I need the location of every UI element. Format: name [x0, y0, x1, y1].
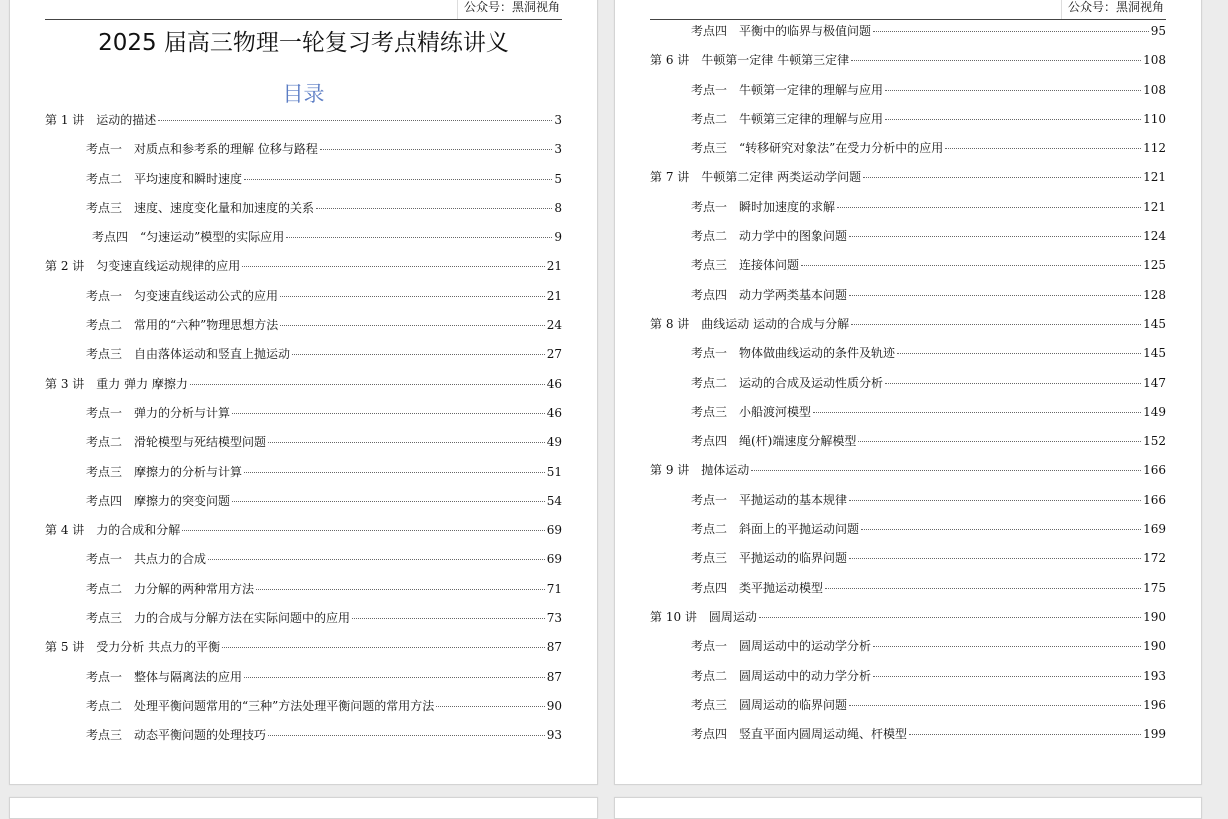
- header-rule: [45, 19, 562, 20]
- toc-dot-leader: [436, 706, 544, 707]
- toc-entry-label: 考点一 平抛运动的基本规律: [691, 492, 848, 507]
- toc-chapter-entry[interactable]: [650, 316, 1166, 345]
- toc-page-number: 71: [546, 581, 562, 596]
- toc-page-number: 125: [1143, 258, 1166, 273]
- toc-dot-leader: [280, 325, 544, 326]
- toc-page-number: 87: [546, 669, 562, 684]
- toc-section-entry[interactable]: [45, 141, 562, 170]
- toc-entry-label: 第 8 讲 曲线运动 运动的合成与分解: [650, 316, 850, 331]
- toc-section-entry[interactable]: [650, 580, 1166, 609]
- toc-entry-label: 考点四 类平抛运动模型: [691, 580, 824, 595]
- toc-heading: 目录: [282, 82, 325, 106]
- toc-dot-leader: [851, 324, 1141, 325]
- toc-chapter-entry[interactable]: [650, 169, 1166, 198]
- toc-page-number: 54: [546, 493, 562, 508]
- toc-entry-label: 考点三 力的合成与分解方法在实际问题中的应用: [86, 611, 351, 626]
- toc-dot-leader: [801, 265, 1141, 266]
- toc-entry-label: 考点二 力分解的两种常用方法: [86, 581, 255, 596]
- toc-section-entry[interactable]: [650, 726, 1166, 755]
- toc-section-entry[interactable]: [45, 669, 562, 698]
- header-rule: [650, 19, 1166, 20]
- toc-dot-leader: [863, 177, 1141, 178]
- toc-dot-leader: [222, 647, 545, 648]
- toc-dot-leader: [286, 237, 552, 238]
- toc-section-entry[interactable]: [650, 404, 1166, 433]
- toc-entry-label: 第 7 讲 牛顿第二定律 两类运动学问题: [650, 170, 862, 185]
- toc-chapter-entry[interactable]: [45, 258, 562, 287]
- toc-section-entry[interactable]: [650, 550, 1166, 579]
- toc-page-number: 73: [546, 611, 562, 626]
- toc-section-entry[interactable]: [45, 288, 562, 317]
- toc-entry-label: 考点一 弹力的分析与计算: [86, 405, 231, 420]
- toc-entry-label: 第 3 讲 重力 弹力 摩擦力: [45, 376, 188, 391]
- toc-dot-leader: [352, 618, 545, 619]
- toc-page-number: 199: [1143, 727, 1166, 742]
- document-title: 2025 届高三物理一轮复习考点精练讲义: [98, 30, 509, 56]
- toc-dot-leader: [873, 31, 1149, 32]
- toc-page-number: 128: [1143, 287, 1166, 302]
- toc-entry-label: 考点二 平均速度和瞬时速度: [86, 171, 243, 186]
- toc-entry-label: 考点三 摩擦力的分析与计算: [86, 464, 243, 479]
- toc-entry-label: 考点一 瞬时加速度的求解: [691, 199, 836, 214]
- toc-dot-leader: [182, 530, 544, 531]
- toc-page-number: 90: [546, 698, 562, 713]
- toc-section-entry[interactable]: [650, 345, 1166, 374]
- document-page-next-right: [614, 797, 1202, 819]
- toc-page-number: 95: [1150, 24, 1166, 38]
- toc-page-number: 49: [546, 435, 562, 450]
- toc-page-number: 9: [554, 230, 562, 245]
- toc-dot-leader: [885, 119, 1141, 120]
- toc-entry-label: 考点一 整体与隔离法的应用: [86, 669, 243, 684]
- toc-page-number: 3: [554, 142, 562, 157]
- toc-section-entry[interactable]: [45, 610, 562, 639]
- toc-dot-leader: [244, 677, 545, 678]
- toc-page-number: 46: [546, 405, 562, 420]
- toc-dot-leader: [849, 236, 1141, 237]
- toc-section-entry[interactable]: [45, 346, 562, 375]
- toc-page-number: 108: [1143, 82, 1166, 97]
- toc-entry-label: 考点三 动态平衡问题的处理技巧: [86, 728, 267, 743]
- toc-dot-leader: [292, 354, 545, 355]
- toc-section-entry[interactable]: [45, 229, 562, 258]
- toc-page-number: 166: [1143, 463, 1166, 478]
- toc-section-entry[interactable]: [650, 111, 1166, 140]
- toc-entry-label: 第 9 讲 抛体运动: [650, 463, 750, 478]
- toc-entry-label: 考点三 小船渡河模型: [691, 404, 812, 419]
- page-header: 公众号：黑洞视角: [457, 0, 562, 19]
- toc-section-entry[interactable]: [45, 551, 562, 580]
- toc-page-number: 145: [1143, 346, 1166, 361]
- toc-dot-leader: [873, 676, 1141, 677]
- toc-entry-label: 考点二 动力学中的图象问题: [691, 229, 848, 244]
- toc-section-entry[interactable]: [45, 493, 562, 522]
- toc-dot-leader: [885, 90, 1141, 91]
- toc-page-number: 108: [1143, 53, 1166, 68]
- toc-page-number: 172: [1143, 551, 1166, 566]
- toc-dot-leader: [759, 617, 1141, 618]
- toc-entry-label: 第 5 讲 受力分析 共点力的平衡: [45, 640, 221, 655]
- toc-dot-leader: [232, 413, 545, 414]
- toc-list-left: [45, 112, 562, 757]
- toc-chapter-entry[interactable]: [650, 52, 1166, 81]
- toc-section-entry[interactable]: [650, 668, 1166, 697]
- toc-entry-label: 考点二 牛顿第三定律的理解与应用: [691, 111, 884, 126]
- toc-dot-leader: [813, 412, 1141, 413]
- toc-entry-label: 第 4 讲 力的合成和分解: [45, 523, 181, 538]
- toc-entry-label: 考点三 自由落体运动和竖直上抛运动: [86, 347, 291, 362]
- toc-dot-leader: [909, 734, 1141, 735]
- toc-entry-label: 第 1 讲 运动的描述: [45, 113, 157, 127]
- toc-page-number: 112: [1143, 141, 1166, 156]
- toc-page-number: 121: [1143, 199, 1166, 214]
- toc-dot-leader: [316, 208, 552, 209]
- toc-section-entry[interactable]: [45, 171, 562, 200]
- toc-page-number: 51: [546, 464, 562, 479]
- toc-chapter-entry[interactable]: [45, 376, 562, 405]
- toc-entry-label: 考点四 动力学两类基本问题: [691, 287, 848, 302]
- toc-dot-leader: [208, 559, 545, 560]
- toc-page-number: 190: [1143, 639, 1166, 654]
- toc-dot-leader: [320, 149, 553, 150]
- toc-page-number: 69: [546, 552, 562, 567]
- toc-page-number: 166: [1143, 492, 1166, 507]
- toc-page-number: 145: [1143, 316, 1166, 331]
- toc-section-entry[interactable]: [650, 257, 1166, 286]
- toc-page-number: 149: [1143, 404, 1166, 419]
- toc-entry-label: 考点一 圆周运动中的运动学分析: [691, 639, 872, 654]
- toc-section-entry[interactable]: [650, 375, 1166, 404]
- toc-entry-label: 考点二 常用的“六种”物理思想方法: [86, 318, 279, 333]
- toc-entry-label: 考点一 牛顿第一定律的理解与应用: [691, 82, 884, 97]
- toc-section-entry[interactable]: [45, 464, 562, 493]
- page-header: 公众号：黑洞视角: [1061, 0, 1166, 19]
- toc-dot-leader: [849, 558, 1141, 559]
- toc-page-number: 169: [1143, 522, 1166, 537]
- toc-dot-leader: [837, 207, 1141, 208]
- toc-entry-label: 考点三 圆周运动的临界问题: [691, 697, 848, 712]
- toc-dot-leader: [825, 588, 1141, 589]
- toc-dot-leader: [158, 120, 552, 121]
- toc-page-number: 8: [554, 200, 562, 215]
- toc-chapter-entry[interactable]: [45, 522, 562, 551]
- toc-entry-label: 第 6 讲 牛顿第一定律 牛顿第三定律: [650, 53, 850, 68]
- toc-entry-label: 考点一 匀变速直线运动公式的应用: [86, 288, 279, 303]
- toc-section-entry[interactable]: [650, 521, 1166, 550]
- toc-section-entry[interactable]: [45, 698, 562, 727]
- toc-page-number: 121: [1143, 170, 1166, 185]
- toc-entry-label: 考点三 速度、速度变化量和加速度的关系: [86, 200, 315, 215]
- toc-page-number: 27: [546, 347, 562, 362]
- toc-entry-label: 考点四 “匀速运动”模型的实际应用: [92, 230, 285, 245]
- toc-section-entry[interactable]: [650, 199, 1166, 228]
- toc-dot-leader: [242, 266, 544, 267]
- toc-dot-leader: [751, 470, 1141, 471]
- toc-page-number: 193: [1143, 668, 1166, 683]
- toc-entry-label: 考点三 连接体问题: [691, 258, 800, 273]
- toc-section-entry[interactable]: [650, 228, 1166, 257]
- toc-entry-label: 考点一 对质点和参考系的理解 位移与路程: [86, 142, 318, 157]
- toc-chapter-entry[interactable]: [650, 462, 1166, 491]
- toc-page-number: 3: [554, 113, 562, 127]
- toc-entry-label: 考点一 物体做曲线运动的条件及轨迹: [691, 346, 896, 361]
- toc-entry-label: 考点四 竖直平面内圆周运动绳、杆模型: [691, 727, 908, 742]
- toc-dot-leader: [861, 529, 1141, 530]
- toc-page-number: 87: [546, 640, 562, 655]
- toc-entry-label: 考点四 平衡中的临界与极值问题: [691, 24, 872, 38]
- toc-dot-leader: [849, 705, 1141, 706]
- toc-section-entry[interactable]: [45, 317, 562, 346]
- toc-entry-label: 第 10 讲 圆周运动: [650, 609, 757, 624]
- toc-section-entry[interactable]: [45, 727, 562, 756]
- toc-entry-label: 考点三 平抛运动的临界问题: [691, 551, 848, 566]
- toc-dot-leader: [851, 60, 1141, 61]
- toc-entry-label: 考点二 滑轮模型与死结模型问题: [86, 435, 267, 450]
- toc-entry-label: 考点四 摩擦力的突变问题: [86, 493, 231, 508]
- toc-page-number: 124: [1143, 229, 1166, 244]
- toc-page-number: 69: [546, 523, 562, 538]
- toc-page-number: 21: [546, 259, 562, 274]
- toc-dot-leader: [268, 735, 545, 736]
- toc-page-number: 93: [546, 728, 562, 743]
- toc-section-entry[interactable]: [650, 82, 1166, 111]
- toc-entry-label: 考点三 “转移研究对象法”在受力分析中的应用: [691, 141, 944, 156]
- toc-section-entry[interactable]: [45, 405, 562, 434]
- toc-chapter-entry[interactable]: [45, 639, 562, 668]
- toc-dot-leader: [849, 295, 1141, 296]
- toc-section-entry[interactable]: [650, 433, 1166, 462]
- toc-dot-leader: [232, 501, 545, 502]
- toc-dot-leader: [244, 179, 552, 180]
- toc-page-number: 196: [1143, 697, 1166, 712]
- toc-dot-leader: [268, 442, 545, 443]
- toc-section-entry[interactable]: [45, 581, 562, 610]
- document-page-next-left: [9, 797, 598, 819]
- toc-dot-leader: [897, 353, 1141, 354]
- toc-dot-leader: [945, 148, 1141, 149]
- toc-section-entry[interactable]: [650, 140, 1166, 169]
- toc-dot-leader: [244, 472, 545, 473]
- toc-page-number: 24: [546, 318, 562, 333]
- toc-dot-leader: [885, 383, 1141, 384]
- toc-page-number: 110: [1143, 111, 1166, 126]
- toc-section-entry[interactable]: [650, 697, 1166, 726]
- toc-section-entry[interactable]: [650, 492, 1166, 521]
- toc-entry-label: 考点一 共点力的合成: [86, 552, 207, 567]
- document-page-left: [9, 0, 598, 785]
- toc-entry-label: 考点二 斜面上的平抛运动问题: [691, 522, 860, 537]
- toc-entry-label: 考点二 运动的合成及运动性质分析: [691, 375, 884, 390]
- toc-dot-leader: [256, 589, 545, 590]
- toc-dot-leader: [849, 500, 1141, 501]
- toc-page-number: 46: [546, 376, 562, 391]
- toc-dot-leader: [190, 384, 545, 385]
- toc-chapter-entry[interactable]: [45, 112, 562, 141]
- toc-section-entry[interactable]: [650, 23, 1166, 52]
- document-page-right: [614, 0, 1202, 785]
- toc-page-number: 5: [554, 171, 562, 186]
- toc-section-entry[interactable]: [650, 287, 1166, 316]
- toc-chapter-entry[interactable]: [650, 609, 1166, 638]
- toc-dot-leader: [873, 646, 1141, 647]
- toc-section-entry[interactable]: [45, 200, 562, 229]
- toc-entry-label: 考点二 处理平衡问题常用的“三种”方法处理平衡问题的常用方法: [86, 698, 435, 713]
- toc-section-entry[interactable]: [45, 434, 562, 463]
- toc-entry-label: 考点二 圆周运动中的动力学分析: [691, 668, 872, 683]
- toc-page-number: 152: [1143, 434, 1166, 449]
- toc-page-number: 21: [546, 288, 562, 303]
- toc-entry-label: 考点四 绳(杆)端速度分解模型: [691, 434, 857, 449]
- toc-page-number: 147: [1143, 375, 1166, 390]
- toc-list-right: [650, 23, 1166, 755]
- toc-section-entry[interactable]: [650, 638, 1166, 667]
- toc-page-number: 190: [1143, 609, 1166, 624]
- toc-page-number: 175: [1143, 580, 1166, 595]
- toc-entry-label: 第 2 讲 匀变速直线运动规律的应用: [45, 259, 241, 274]
- toc-dot-leader: [280, 296, 545, 297]
- toc-dot-leader: [858, 441, 1141, 442]
